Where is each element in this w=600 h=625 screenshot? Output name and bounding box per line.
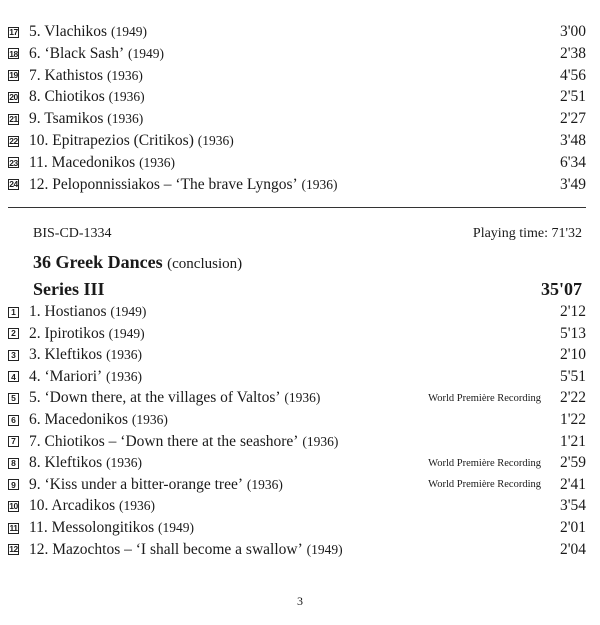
track-row: [8, 175, 586, 195]
track-title: 8. Kleftikos: [29, 454, 103, 472]
track-number-box: 22: [9, 135, 18, 146]
track-row: [8, 540, 586, 560]
track-row: [8, 66, 586, 86]
track-duration: 2'10: [559, 346, 586, 364]
catalog-number: BIS-CD-1334: [33, 226, 112, 241]
track-title: 2. Ipirotikos: [29, 324, 105, 342]
track-number-box: 5: [8, 393, 19, 404]
track-row: [8, 302, 586, 322]
track-number-box: 23: [9, 157, 18, 168]
track-row: [8, 496, 586, 516]
track-duration: 2'04: [559, 540, 586, 558]
track-title: 6. Macedonikos: [29, 411, 129, 428]
track-row: [8, 324, 586, 344]
track-duration: 2'51: [559, 88, 586, 106]
track-year: (1936): [106, 67, 143, 83]
track-duration: 3'54: [559, 497, 586, 515]
track-year: (1949): [128, 45, 165, 61]
track-duration: 2'27: [559, 110, 586, 128]
track-number-box: 7: [8, 436, 19, 447]
track-row: [8, 410, 586, 430]
track-title: 5. Vlachikos: [29, 23, 108, 40]
track-title: 10. Arcadikos: [29, 497, 116, 515]
track-duration: 3'48: [559, 132, 586, 149]
track-row: [8, 131, 586, 151]
track-year: (1949): [110, 304, 147, 319]
track-title: 6. ‘Black Sash’: [29, 44, 125, 62]
track-row: [8, 153, 586, 173]
track-title: 5. ‘Down there, at the villages of Valtos’: [29, 389, 281, 407]
track-number-box: 11: [9, 522, 18, 533]
track-duration: 2'59: [559, 454, 586, 472]
track-duration: 2'22: [559, 389, 586, 407]
track-row: [8, 22, 586, 42]
track-duration: 5'13: [559, 324, 586, 342]
series-header: [33, 279, 582, 300]
track-year: (1936): [301, 176, 338, 192]
track-number-box: 8: [8, 458, 19, 469]
track-number-box: 21: [9, 113, 18, 124]
recording-note: World Première Recording: [428, 392, 541, 404]
track-row: [8, 44, 586, 64]
series-name: Series III: [33, 279, 105, 299]
track-row: [8, 453, 586, 473]
track-title: 7. Kathistos: [29, 66, 104, 84]
track-title: 10. Epitrapezios (Critikos): [29, 132, 194, 149]
track-title: 12. Mazochtos – ‘I shall become a swallow’: [29, 540, 303, 558]
track-number-box: 18: [9, 48, 18, 59]
track-title: 7. Chiotikos – ‘Down there at the seashore’: [29, 432, 299, 450]
track-duration: 2'01: [559, 519, 586, 536]
track-title: 12. Peloponnissiakos – ‘The brave Lyngos’: [29, 175, 298, 193]
track-number-box: 20: [9, 92, 18, 103]
track-title: 11. Macedonikos: [29, 153, 136, 171]
track-number-box: 1: [8, 307, 19, 318]
track-row: [8, 87, 586, 107]
track-year: (1936): [284, 390, 321, 406]
track-number-box: 24: [9, 179, 18, 190]
track-title: 9. Tsamikos: [29, 110, 104, 128]
track-number-box: 6: [8, 415, 19, 426]
track-title: 8. Chiotikos: [29, 88, 105, 106]
work-title: 36 Greek Dances: [33, 252, 163, 272]
track-duration: 6'34: [559, 153, 586, 171]
track-row: [8, 432, 586, 452]
track-number-box: 2: [8, 328, 19, 339]
page-number: 3: [297, 594, 303, 608]
track-title: 9. ‘Kiss under a bitter-orange tree’: [29, 475, 244, 493]
track-number-box: 3: [8, 350, 19, 361]
track-year: (1936): [106, 347, 143, 363]
track-year: (1949): [110, 24, 147, 39]
track-year: (1936): [106, 455, 143, 471]
track-duration: 3'00: [559, 23, 586, 40]
track-year: (1936): [246, 476, 283, 492]
track-year: (1949): [108, 325, 145, 341]
track-number-box: 9: [8, 479, 19, 490]
track-year: (1936): [107, 111, 144, 127]
track-duration: 3'49: [559, 175, 586, 193]
track-year: (1936): [108, 89, 145, 105]
track-year: (1936): [139, 154, 176, 170]
series-total-duration: 35'07: [540, 279, 582, 299]
track-duration: 2'41: [559, 475, 586, 493]
track-duration: 1'22: [559, 411, 586, 428]
track-duration: 5'51: [559, 367, 586, 385]
track-number-box: 17: [9, 26, 18, 37]
track-year: (1949): [158, 520, 195, 535]
work-subtitle: (conclusion): [167, 256, 243, 272]
track-duration: 2'12: [559, 303, 586, 320]
track-row: [8, 345, 586, 365]
track-title: 4. ‘Mariori’: [29, 367, 103, 385]
playing-time: Playing time: 71'32: [472, 226, 582, 241]
track-year: (1936): [106, 368, 143, 384]
track-row: [8, 388, 586, 408]
track-year: (1936): [302, 433, 339, 449]
track-number-box: 12: [9, 544, 18, 555]
track-number-box: 19: [9, 70, 18, 81]
work-heading: [33, 252, 242, 273]
recording-note: World Première Recording: [428, 479, 541, 491]
track-duration: 1'21: [559, 432, 586, 450]
track-duration: 4'56: [559, 66, 586, 84]
track-number-box: 10: [9, 501, 18, 512]
track-title: 1. Hostianos: [29, 303, 107, 320]
track-duration: 2'38: [559, 44, 586, 62]
track-year: (1936): [131, 412, 168, 427]
track-year: (1936): [118, 498, 155, 514]
track-number-box: 4: [8, 371, 19, 382]
track-row: [8, 518, 586, 538]
track-row: [8, 367, 586, 387]
track-row: [8, 475, 586, 495]
track-title: 3. Kleftikos: [29, 346, 103, 364]
track-row: [8, 109, 586, 129]
track-title: 11. Messolongitikos: [29, 519, 155, 536]
track-year: (1936): [197, 133, 234, 148]
track-year: (1949): [306, 541, 343, 557]
recording-note: World Première Recording: [428, 457, 541, 469]
divider-rule: [8, 207, 586, 208]
